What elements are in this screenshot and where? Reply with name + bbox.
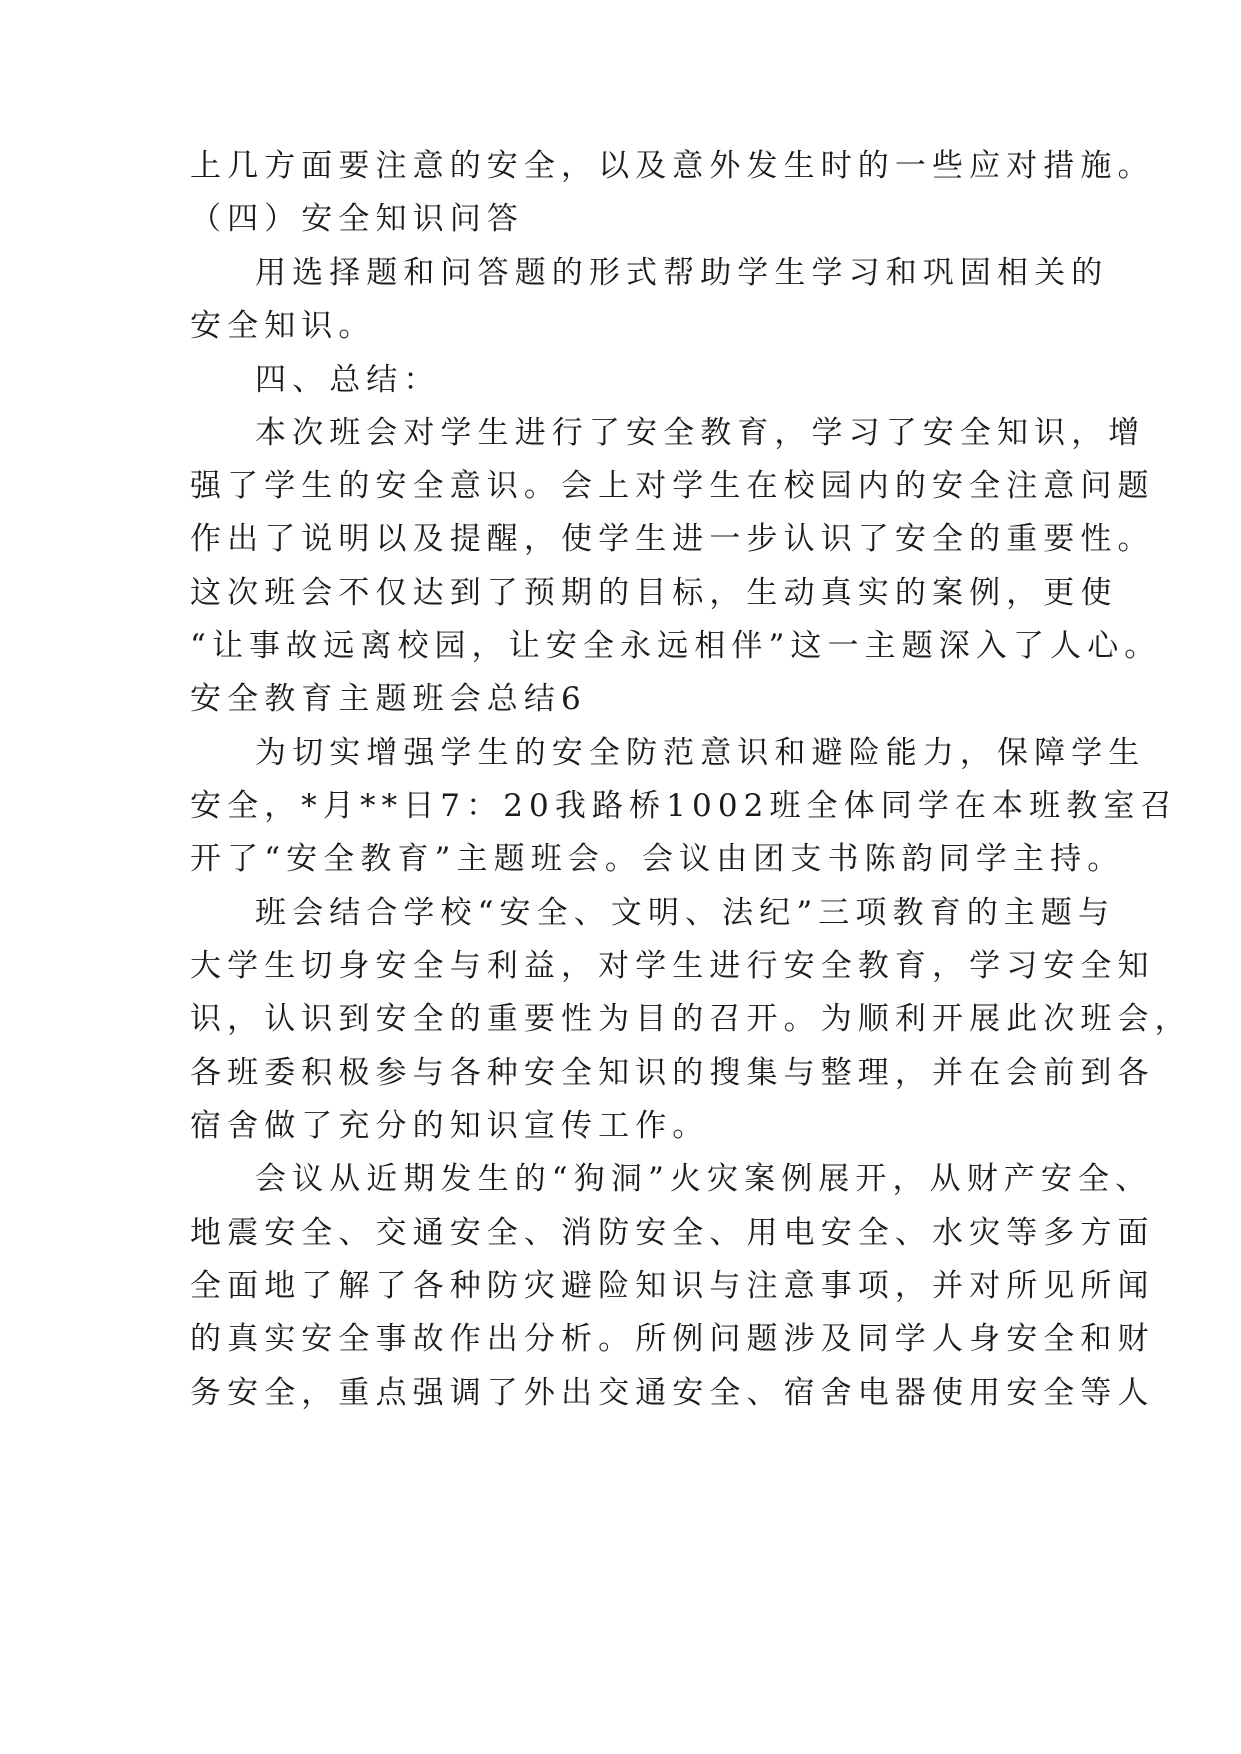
text-line: 的真实安全事故作出分析。所例问题涉及同学人身安全和财 <box>190 1321 1155 1357</box>
section-heading: （四）安全知识问答 <box>190 201 524 237</box>
text-line: 开了“安全教育”主题班会。会议由团支书陈韵同学主持。 <box>190 841 1125 877</box>
paragraph-line: 本次班会对学生进行了安全教育，学习了安全知识，增 <box>255 415 1146 451</box>
text-line: 大学生切身安全与利益，对学生进行安全教育，学习安全知 <box>190 948 1155 984</box>
text-line: 宿舍做了充分的知识宣传工作。 <box>190 1108 710 1144</box>
text-line: 这次班会不仅达到了预期的目标，生动真实的案例，更使 <box>190 575 1118 611</box>
document-title: 安全教育主题班会总结6 <box>190 681 587 717</box>
section-heading: 四、总结： <box>255 362 441 398</box>
text-line: 全面地了解了各种防灾避险知识与注意事项，并对所见所闻 <box>190 1268 1155 1304</box>
paragraph-line: 班会结合学校“安全、文明、法纪”三项教育的主题与 <box>255 895 1116 931</box>
text-line: 作出了说明以及提醒，使学生进一步认识了安全的重要性。 <box>190 521 1155 557</box>
text-line: 地震安全、交通安全、消防安全、用电安全、水灾等多方面 <box>190 1215 1155 1251</box>
text-line: 各班委积极参与各种安全知识的搜集与整理，并在会前到各 <box>190 1055 1155 1091</box>
text-line: 安全知识。 <box>190 308 376 344</box>
text-line: 安全，*月**日7：20我路桥1002班全体同学在本班教室召 <box>190 788 1178 824</box>
text-line: 识，认识到安全的重要性为目的召开。为顺利开展此次班会， <box>190 1001 1192 1037</box>
text-line: 强了学生的安全意识。会上对学生在校园内的安全注意问题 <box>190 468 1155 504</box>
paragraph-line: 会议从近期发生的“狗洞”火灾案例展开，从财产安全、 <box>255 1161 1153 1197</box>
text-line: 务安全，重点强调了外出交通安全、宿舍电器使用安全等人 <box>190 1375 1155 1411</box>
text-line: 上几方面要注意的安全，以及意外发生时的一些应对措施。 <box>190 148 1155 184</box>
paragraph-line: 用选择题和问答题的形式帮助学生学习和巩固相关的 <box>255 255 1109 291</box>
paragraph-line: 为切实增强学生的安全防范意识和避险能力，保障学生 <box>255 735 1146 771</box>
text-line: “让事故远离校园，让安全永远相伴”这一主题深入了人心。 <box>190 628 1162 664</box>
